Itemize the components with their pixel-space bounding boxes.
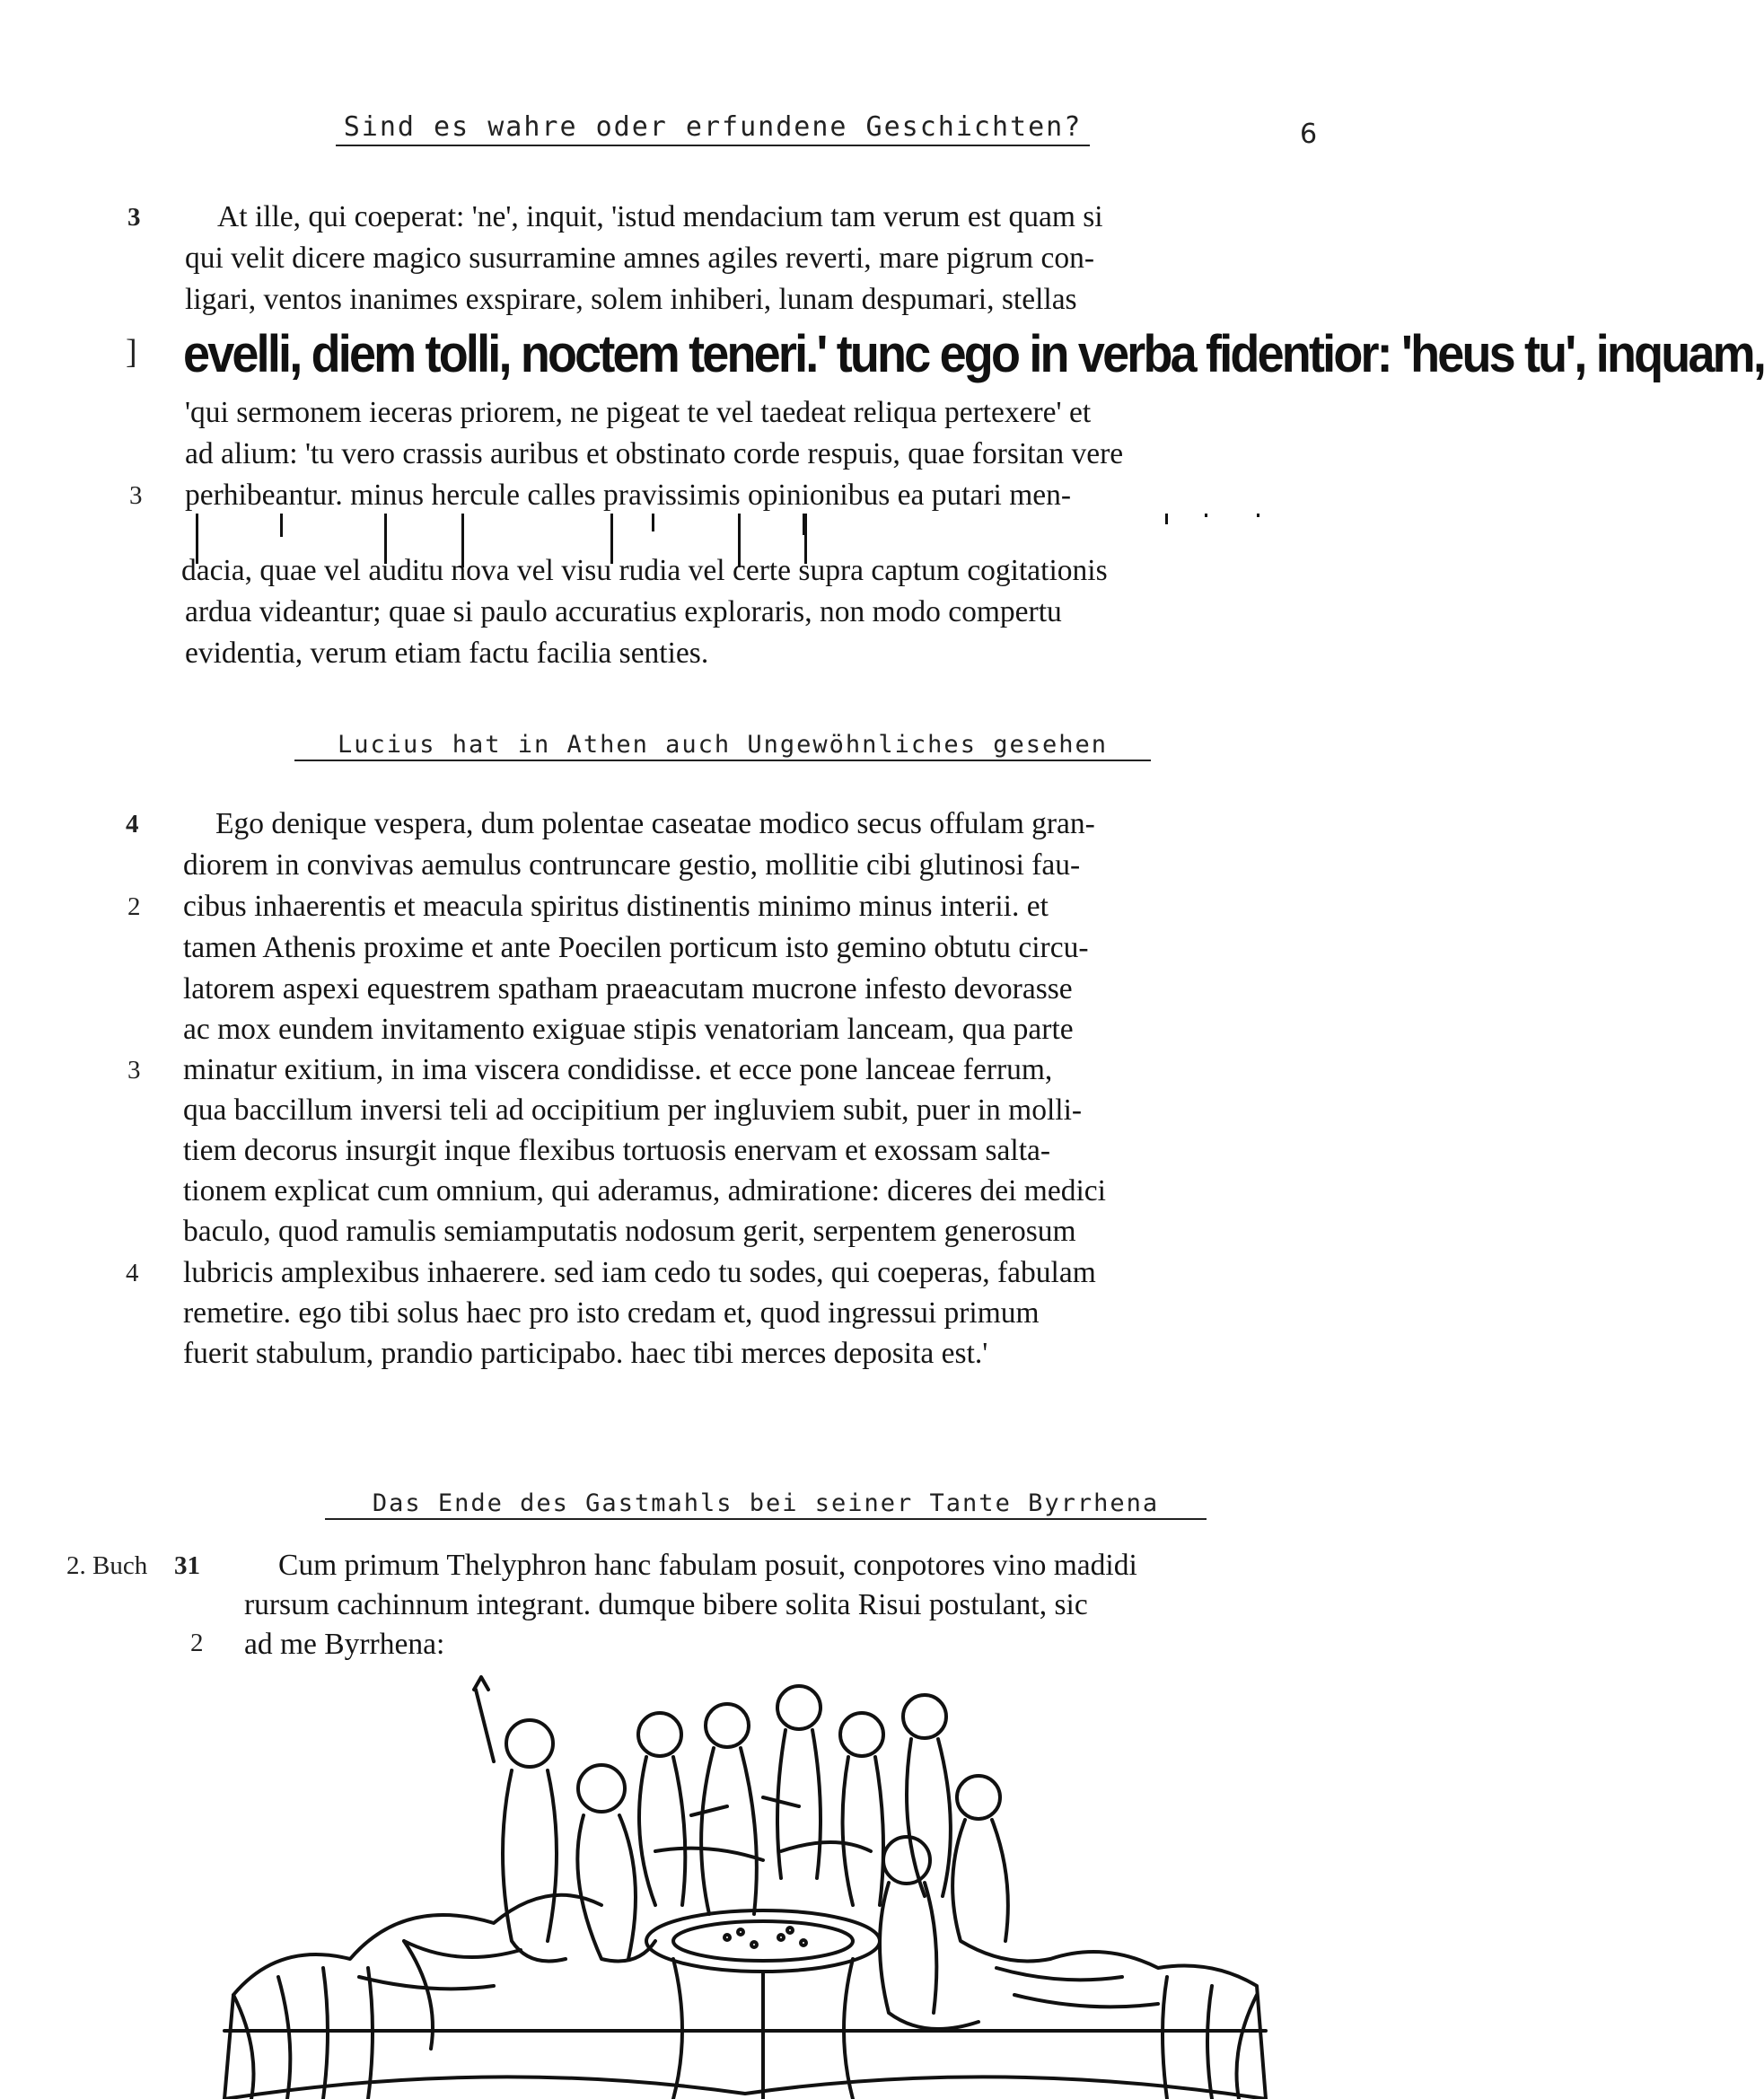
text-line: qua baccillum inversi teli ad occipitium per ingluviem subit, puer in molli- xyxy=(183,1093,1083,1127)
text-line: baculo, quod ramulis semiamputatis nodosum gerit, serpentem generosum xyxy=(183,1215,1076,1248)
text-line: lubricis amplexibus inhaerere. sed iam cedo tu sodes, qui coeperas, fabulam xyxy=(183,1256,1096,1289)
text-line: tiem decorus insurgit inque flexibus tortuosis enervam et exossam salta- xyxy=(183,1134,1051,1167)
text-line: Ego denique vespera, dum polentae caseatae modico secus offulam gran- xyxy=(215,807,1095,840)
text-line: rursum cachinnum integrant. dumque bibere solita Risui postulant, sic xyxy=(244,1588,1088,1621)
text-line: diorem in convivas aemulus contruncare gestio, mollitie cibi glutinosi fau- xyxy=(183,848,1081,882)
section-marker: 3 xyxy=(127,1056,141,1085)
text-line: remetire. ego tibi solus haec pro isto credam et, quod ingressui primum xyxy=(183,1296,1040,1330)
text-line: qui velit dicere magico susurramine amnes agiles reverti, mare pigrum con- xyxy=(185,242,1095,275)
text-line: ad me Byrrhena: xyxy=(244,1628,445,1661)
scan-tick xyxy=(1205,514,1207,517)
text-line: perhibeantur. minus hercule calles pravissimis opinionibus ea putari men- xyxy=(185,479,1072,512)
text-line: Cum primum Thelyphron hanc fabulam posuit, conpotores vino madidi xyxy=(278,1549,1137,1582)
book-label: 2. Buch xyxy=(66,1551,148,1580)
scan-tick xyxy=(1257,514,1259,517)
text-line: tamen Athenis proxime et ante Poecilen porticum isto gemino obtutu circu- xyxy=(183,931,1089,964)
book-chapter: 31 xyxy=(174,1551,200,1580)
section-marker: 4 xyxy=(126,810,139,839)
text-line: At ille, qui coeperat: 'ne', inquit, 'istud mendacium tam verum est quam si xyxy=(217,200,1103,233)
distorted-text-line: evelli, diem tolli, noctem teneri.' tunc ego in verba fidentior: 'heus tu', inquam, xyxy=(183,325,1764,383)
section-marker: 3 xyxy=(129,481,143,510)
text-line: latorem aspexi equestrem spatham praeacutam mucrone infesto devorasse xyxy=(183,972,1073,1006)
text-line: ac mox eundem invitamento exiguae stipis venatoriam lanceam, qua parte xyxy=(183,1013,1074,1046)
section-heading: Das Ende des Gastmahls bei seiner Tante Byrrhena xyxy=(325,1489,1207,1520)
text-line: minatur exitium, in ima viscera condidisse. et ecce pone lanceae ferrum, xyxy=(183,1053,1053,1086)
section-marker: 3 xyxy=(127,203,141,232)
text-line: 'qui sermonem ieceras priorem, ne pigeat te vel taedeat reliqua pertexere' et xyxy=(185,396,1092,429)
section-marker: 4 xyxy=(126,1259,139,1287)
page-number: 6 xyxy=(1300,119,1318,150)
running-title: Sind es wahre oder erfundene Geschichten? xyxy=(336,111,1090,146)
text-line: cibus inhaerentis et meacula spiritus distinentis minimo minus interii. et xyxy=(183,890,1049,923)
section-heading: Lucius hat in Athen auch Ungewöhnliches gesehen xyxy=(294,731,1151,761)
text-line: ligari, ventos inanimes exspirare, solem inhiberi, lunam despumari, stellas xyxy=(185,283,1077,316)
text-line: dacia, quae vel auditu nova vel visu rudia vel certe supra captum cogitationis xyxy=(181,554,1108,587)
section-marker: ] xyxy=(126,333,137,371)
scan-tick xyxy=(280,514,283,537)
text-line: fuerit stabulum, prandio participabo. haec tibi merces deposita est.' xyxy=(183,1337,988,1370)
section-marker: 2 xyxy=(190,1629,204,1657)
text-line: evidentia, verum etiam factu facilia senties. xyxy=(185,637,709,670)
text-line: ardua videantur; quae si paulo accuratius exploraris, non modo compertu xyxy=(185,595,1062,628)
scan-tick xyxy=(1165,514,1168,524)
text-line: ad alium: 'tu vero crassis auribus et obstinato corde respuis, quae forsitan vere xyxy=(185,437,1124,470)
section-marker: 2 xyxy=(127,892,141,921)
banquet-illustration xyxy=(224,1672,1266,2099)
text-line: tionem explicat cum omnium, qui aderamus, admiratione: diceres dei medici xyxy=(183,1174,1106,1208)
scan-tick xyxy=(652,514,654,531)
